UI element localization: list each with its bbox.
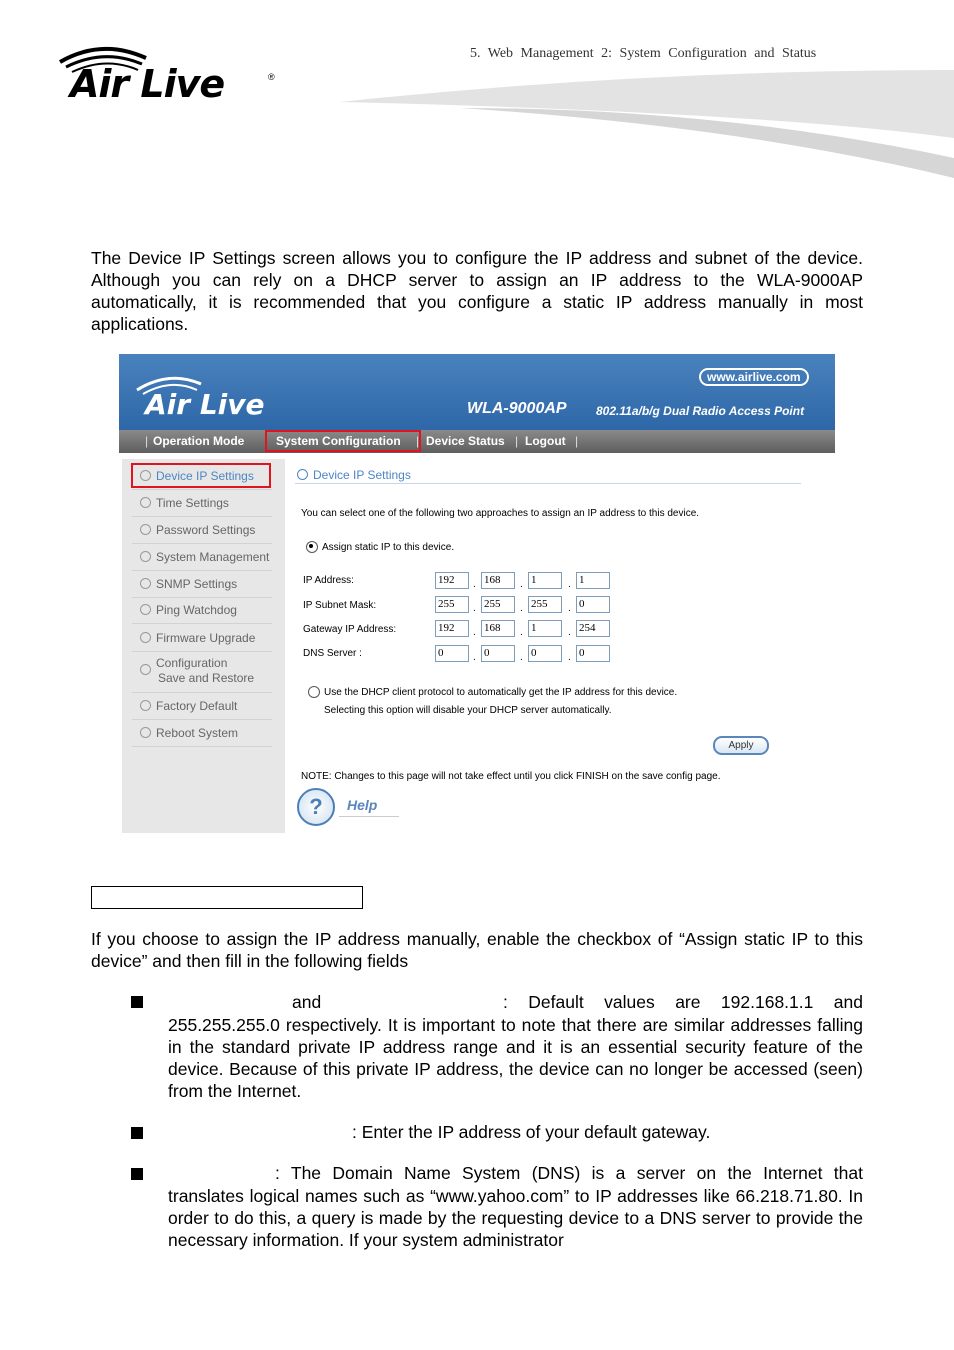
bullet-icon xyxy=(140,551,151,562)
ip-octet-3[interactable]: 1 xyxy=(528,572,562,589)
dns-octet-4[interactable]: 0 xyxy=(576,645,610,662)
gateway-octet-1[interactable]: 192 xyxy=(435,620,469,637)
bullet-icon xyxy=(140,727,151,738)
web-ui-screenshot: Air Live www.airlive.com WLA-9000AP 802.11a/b/g Dual Radio Access Point | Operation Mode System Configuration | Device Status | Logout | Device IP Settings Time Settings Password Settings System Management SNMP Settings Ping Watchdog Firmware Upgrade Configuration Save and Restore Factory Default Reboot System Device IP Settings You can select one of the following two approaches to assign an IP address to this device. Assign static IP to this device. IP Address: 192 . 168 . 1 . 1 IP Subnet Mask: 255 . 255 . 255 . 0 Gateway IP Address: 192 . 168 . 1 . 254 DNS Server : 0 . 0 . 0 . 0 Use the DHCP client protocol to automatically get the IP address for this device. Selecting this option will disable your DHCP server automatically. Apply NOTE: Changes to this page will not take effect until you click FINISH on the save config page. ? Help xyxy=(119,354,835,833)
gateway-label: Gateway IP Address: xyxy=(303,624,397,635)
mask-octet-3[interactable]: 255 xyxy=(528,596,562,613)
radio-static-ip[interactable] xyxy=(306,541,318,553)
body-paragraph: If you choose to assign the IP address manually, enable the checkbox of “Assign static IP to this device” and then fill in the following fields xyxy=(91,929,863,971)
instruction-text: You can select one of the following two approaches to assign an IP address to this device. xyxy=(301,508,700,519)
mask-octet-4[interactable]: 0 xyxy=(576,596,610,613)
dns-octet-2[interactable]: 0 xyxy=(481,645,515,662)
web-nav-bar: | Operation Mode System Configuration | Device Status | Logout | xyxy=(119,430,835,453)
help-link[interactable]: Help xyxy=(347,797,378,813)
bullet-square-icon xyxy=(131,1127,143,1139)
bullet3-rest: translates logical names such as “www.yahoo.com” to IP addresses like 66.218.71.80. In order to do this, a query is made by the requesting device to a DNS server to provide the necessary information. If your system administrator xyxy=(168,1186,863,1250)
dns-octet-3[interactable]: 0 xyxy=(528,645,562,662)
sidebar-item-firmware[interactable]: Firmware Upgrade xyxy=(140,631,255,646)
bullet1-and: and xyxy=(292,992,322,1012)
web-logo: Air Live xyxy=(145,388,265,421)
help-icon[interactable]: ? xyxy=(297,788,335,826)
model-name: WLA-9000AP xyxy=(467,400,567,417)
bullet-square-icon xyxy=(131,1168,143,1180)
sidebar-item-password[interactable]: Password Settings xyxy=(140,523,255,538)
mask-octet-2[interactable]: 255 xyxy=(481,596,515,613)
bullet-icon xyxy=(140,664,151,675)
bullet-icon xyxy=(140,632,151,643)
bullet1-line1: : Default values are 192.168.1.1 and xyxy=(503,992,863,1012)
gateway-octet-4[interactable]: 254 xyxy=(576,620,610,637)
sidebar-item-configuration[interactable]: Configuration xyxy=(140,656,227,675)
ip-label: IP Address: xyxy=(303,575,354,586)
gateway-octet-3[interactable]: 1 xyxy=(528,620,562,637)
bullet-icon xyxy=(140,700,151,711)
bullet-icon xyxy=(140,524,151,535)
mask-octet-1[interactable]: 255 xyxy=(435,596,469,613)
sidebar-item-system-management[interactable]: System Management xyxy=(140,550,269,565)
intro-paragraph: The Device IP Settings screen allows you to configure the IP address and subnet of the device. Although you can rely on a DHCP server to assign an IP address to the WLA-9000AP automatically, it is recommended that you configure a static IP address manually in most applications. xyxy=(91,248,863,334)
caption-box xyxy=(91,886,363,909)
nav-logout[interactable]: Logout xyxy=(525,434,566,448)
dns-octet-1[interactable]: 0 xyxy=(435,645,469,662)
dhcp-note: Selecting this option will disable your DHCP server automatically. xyxy=(324,705,612,716)
bullet-icon xyxy=(140,578,151,589)
bullet3-line1: : The Domain Name System (DNS) is a server on the Internet that xyxy=(275,1163,863,1183)
section-title: Device IP Settings xyxy=(313,468,411,482)
radio-dhcp[interactable] xyxy=(308,686,320,698)
bullet-square-icon xyxy=(131,996,143,1008)
header-swoosh-icon xyxy=(340,68,954,180)
bullet-icon xyxy=(140,497,151,508)
sidebar-item-save-restore[interactable]: Save and Restore xyxy=(158,671,255,685)
sidebar-item-ping-watchdog[interactable]: Ping Watchdog xyxy=(140,603,237,618)
dns-label: DNS Server : xyxy=(303,648,362,659)
page-logo: Air Live xyxy=(70,62,225,106)
sidebar-item-snmp[interactable]: SNMP Settings xyxy=(140,577,237,592)
sidebar-item-reboot[interactable]: Reboot System xyxy=(140,726,238,741)
ip-octet-4[interactable]: 1 xyxy=(576,572,610,589)
apply-button[interactable]: Apply xyxy=(713,736,769,755)
ip-octet-1[interactable]: 192 xyxy=(435,572,469,589)
bullet1-rest: 255.255.255.0 respectively. It is important to note that there are similar addresses falling in the standard private IP address range and it is an essential security feature of the device. Because of this private IP address, the device can no longer be accessed (seen) from the Internet. xyxy=(168,1015,863,1101)
bullet-icon xyxy=(140,470,151,481)
nav-system-configuration[interactable]: System Configuration xyxy=(276,434,401,448)
gateway-octet-2[interactable]: 168 xyxy=(481,620,515,637)
section-divider xyxy=(295,483,801,484)
model-description: 802.11a/b/g Dual Radio Access Point xyxy=(596,404,805,418)
nav-operation-mode[interactable]: Operation Mode xyxy=(153,434,245,448)
ip-octet-2[interactable]: 168 xyxy=(481,572,515,589)
note-text: NOTE: Changes to this page will not take effect until you click FINISH on the save config page. xyxy=(301,771,721,782)
bullet2-text: : Enter the IP address of your default gateway. xyxy=(352,1122,711,1142)
sidebar-item-factory-default[interactable]: Factory Default xyxy=(140,699,237,714)
bullet-icon xyxy=(140,604,151,615)
site-url-link[interactable]: www.airlive.com xyxy=(699,368,809,386)
sidebar-item-device-ip[interactable]: Device IP Settings xyxy=(140,469,254,484)
chapter-title: 5. Web Management 2: System Configuration and Status xyxy=(470,46,817,61)
sidebar-item-time[interactable]: Time Settings xyxy=(140,496,229,511)
mask-label: IP Subnet Mask: xyxy=(303,600,377,611)
section-bullet-icon xyxy=(297,469,308,480)
static-option-label: Assign static IP to this device. xyxy=(322,542,455,553)
registered-mark: ® xyxy=(268,72,275,82)
nav-device-status[interactable]: Device Status xyxy=(426,434,505,448)
dhcp-option-label: Use the DHCP client protocol to automatically get the IP address for this device. xyxy=(324,687,678,698)
web-sidebar xyxy=(122,459,285,833)
